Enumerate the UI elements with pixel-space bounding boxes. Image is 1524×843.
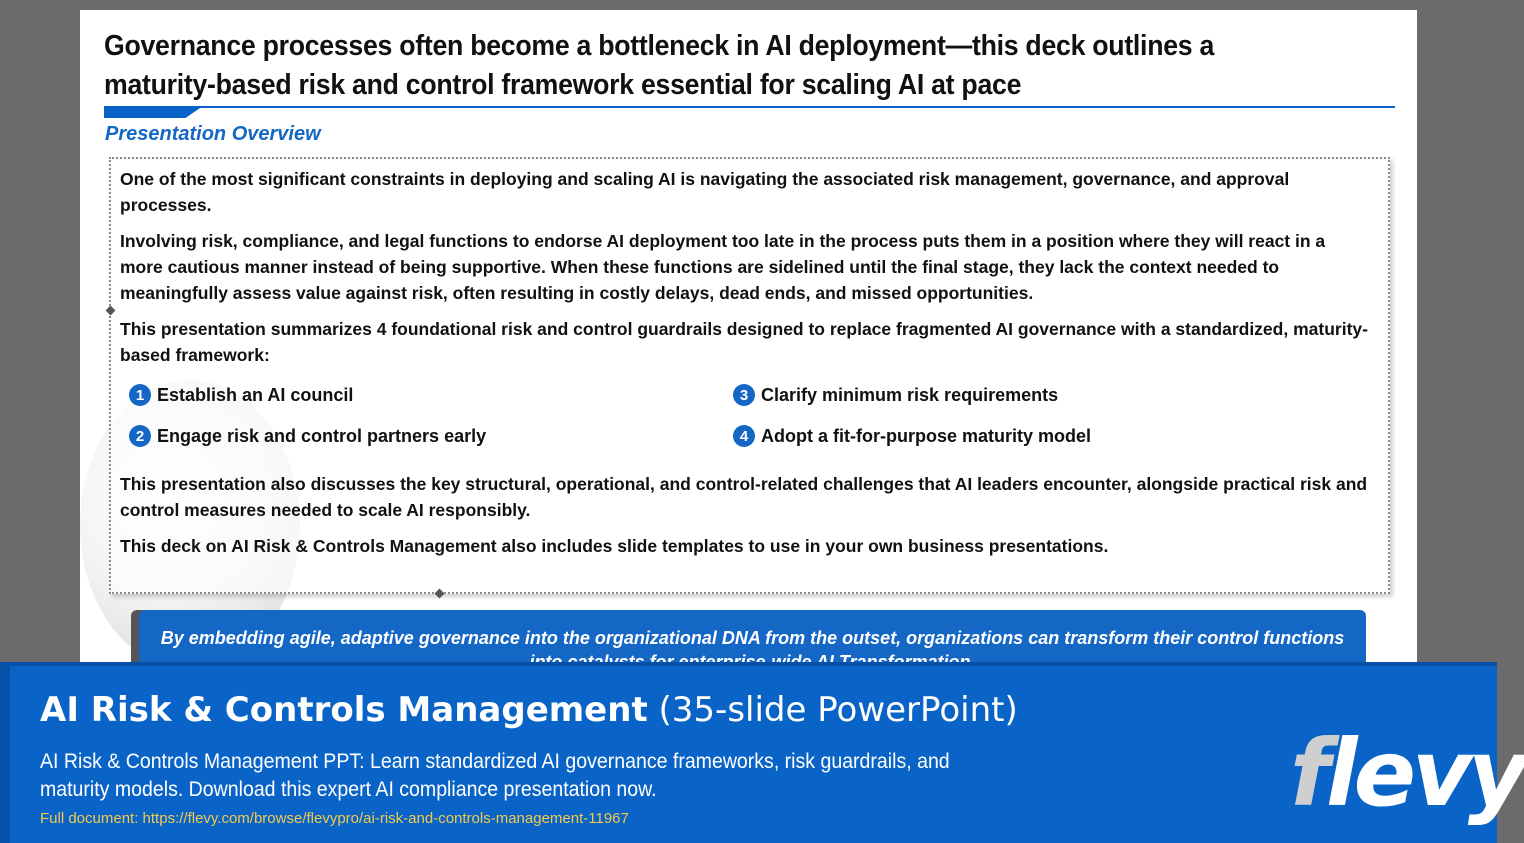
overview-paragraph-5: This deck on AI Risk & Controls Management also includes slide templates to use in your own business presentations. [120,536,1109,556]
slide [80,10,1417,670]
overview-paragraph-4: This presentation also discusses the key structural, operational, and control-related challenges that AI leaders encounter, alongside practical risk and control measures needed to scale AI responsibly. [120,474,1368,520]
guardrail-item-2 [129,425,486,447]
promo-banner [0,662,1524,843]
number-badge: 4 [733,425,755,447]
guardrail-label: Establish an AI council [157,384,354,405]
guardrail-item-1 [129,384,353,406]
guardrail-label: Clarify minimum risk requirements [761,384,1059,405]
title-divider [104,106,1395,108]
slide-title: Governance processes often become a bottleneck in AI deployment—this deck outlines a maturity-based risk and control framework essential for scaling AI at pace [104,30,1215,101]
banner-left-edge [0,662,10,843]
number-badge: 2 [129,425,151,447]
banner-title [40,690,1018,730]
overview-paragraph-1: One of the most significant constraints in deploying and scaling AI is navigating the associated risk management, governance, and approval processes. [120,169,1290,215]
banner-description: AI Risk & Controls Management PPT: Learn standardized AI governance frameworks, risk guardrails, and maturity models. Download this expert AI compliance presentation now. [40,750,950,801]
document-link[interactable]: Full document: https://flevy.com/browse/flevypro/ai-risk-and-controls-management-11967 [40,810,629,827]
callout-box: By embedding agile, adaptive governance into the organizational DNA from the outset, organizations can transform their control functions [139,610,1366,680]
number-badge: 3 [733,384,755,406]
number-badge: 1 [129,384,151,406]
banner-top-edge [0,662,1497,666]
flevy-logo[interactable]: flevy [1290,720,1524,827]
overview-paragraph-3: This presentation summarizes 4 foundational risk and control guardrails designed to replace fragmented AI governance with a standardized, maturity-based framework: [120,319,1368,365]
guardrail-item-4 [733,425,1091,447]
title-divider-tab [104,108,200,118]
overview-box [109,157,1390,594]
banner-title-subtitle: (35-slide PowerPoint) [658,690,1018,730]
guardrail-label: Engage risk and control partners early [157,425,487,446]
guardrail-label: Adopt a fit-for-purpose maturity model [761,425,1091,446]
section-heading: Presentation Overview [105,123,321,145]
banner-title-main: AI Risk & Controls Management [40,690,648,730]
guardrail-item-3 [733,384,1058,406]
overview-paragraph-2: Involving risk, compliance, and legal functions to endorse AI deployment too late in the process puts them in a position where they will react in a more cautious manner instead of being supportive. When these functions are sidelined until the final stage, they lack the context needed to meaningfully assess value against risk, often resulting in costly delays, dead ends, and missed opportunities. [120,231,1326,303]
